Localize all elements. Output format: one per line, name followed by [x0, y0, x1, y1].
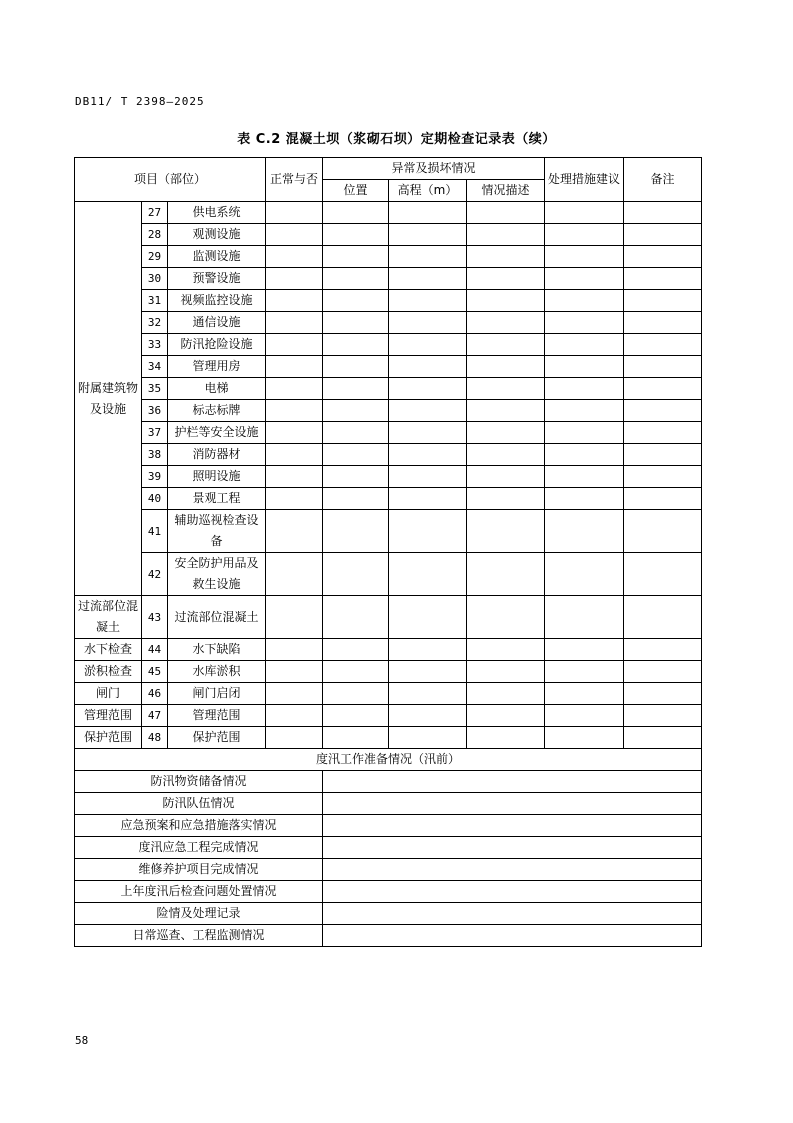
suggestion-cell[interactable] [545, 224, 624, 246]
description-cell[interactable] [467, 422, 545, 444]
remark-cell[interactable] [624, 422, 702, 444]
elevation-cell[interactable] [389, 466, 467, 488]
table-row [75, 683, 702, 705]
suggestion-cell[interactable] [545, 466, 624, 488]
remark-cell[interactable] [624, 683, 702, 705]
description-cell[interactable] [467, 596, 545, 639]
description-cell[interactable] [467, 334, 545, 356]
normal-cell[interactable] [266, 661, 323, 683]
item-number: 48 [142, 727, 168, 749]
prep-item-value[interactable] [323, 903, 702, 925]
prep-row [75, 903, 702, 925]
table-row [75, 488, 702, 510]
prep-title-row [75, 749, 702, 771]
elevation-cell[interactable] [389, 224, 467, 246]
table-row [75, 596, 702, 639]
item-name: 护栏等安全设施 [168, 422, 266, 444]
table-row [75, 334, 702, 356]
position-cell[interactable] [323, 334, 389, 356]
position-cell[interactable] [323, 400, 389, 422]
position-cell[interactable] [323, 510, 389, 553]
item-name: 监测设施 [168, 246, 266, 268]
normal-cell[interactable] [266, 290, 323, 312]
item-number: 43 [142, 596, 168, 639]
elevation-cell[interactable] [389, 553, 467, 596]
item-name: 水库淤积 [168, 661, 266, 683]
remark-cell[interactable] [624, 246, 702, 268]
remark-cell[interactable] [624, 444, 702, 466]
item-number: 37 [142, 422, 168, 444]
item-number: 35 [142, 378, 168, 400]
item-name: 安全防护用品及救生设施 [168, 553, 266, 596]
position-cell[interactable] [323, 727, 389, 749]
remark-cell[interactable] [624, 224, 702, 246]
table-row [75, 202, 702, 224]
item-name: 供电系统 [168, 202, 266, 224]
position-cell[interactable] [323, 444, 389, 466]
suggestion-cell[interactable] [545, 268, 624, 290]
item-name: 照明设施 [168, 466, 266, 488]
description-cell[interactable] [467, 356, 545, 378]
description-cell[interactable] [467, 661, 545, 683]
table-row [75, 444, 702, 466]
prep-row [75, 793, 702, 815]
elevation-cell[interactable] [389, 444, 467, 466]
group-label: 水下检查 [75, 639, 142, 661]
item-number: 30 [142, 268, 168, 290]
elevation-cell[interactable] [389, 661, 467, 683]
prep-item-value[interactable] [323, 771, 702, 793]
normal-cell[interactable] [266, 488, 323, 510]
prep-row [75, 925, 702, 947]
description-cell[interactable] [467, 400, 545, 422]
description-cell[interactable] [467, 224, 545, 246]
description-cell[interactable] [467, 639, 545, 661]
prep-item-label: 日常巡查、工程监测情况 [75, 925, 323, 947]
inspection-record-table [74, 157, 702, 947]
position-cell[interactable] [323, 466, 389, 488]
description-cell[interactable] [467, 268, 545, 290]
remark-cell[interactable] [624, 596, 702, 639]
item-number: 41 [142, 510, 168, 553]
position-cell[interactable] [323, 596, 389, 639]
description-cell[interactable] [467, 705, 545, 727]
elevation-cell[interactable] [389, 246, 467, 268]
table-row [75, 268, 702, 290]
position-cell[interactable] [323, 356, 389, 378]
suggestion-cell[interactable] [545, 444, 624, 466]
remark-cell[interactable] [624, 661, 702, 683]
item-name: 标志标牌 [168, 400, 266, 422]
group-label: 附属建筑物及设施 [75, 202, 142, 596]
description-cell[interactable] [467, 510, 545, 553]
remark-cell[interactable] [624, 202, 702, 224]
normal-cell[interactable] [266, 334, 323, 356]
description-cell[interactable] [467, 683, 545, 705]
item-name: 电梯 [168, 378, 266, 400]
suggestion-cell[interactable] [545, 510, 624, 553]
position-cell[interactable] [323, 246, 389, 268]
table-row [75, 639, 702, 661]
header-elevation: 高程（m） [389, 180, 467, 202]
item-name: 观测设施 [168, 224, 266, 246]
item-name: 消防器材 [168, 444, 266, 466]
remark-cell[interactable] [624, 378, 702, 400]
prep-item-value[interactable] [323, 837, 702, 859]
item-name: 预警设施 [168, 268, 266, 290]
description-cell[interactable] [467, 378, 545, 400]
item-number: 27 [142, 202, 168, 224]
elevation-cell[interactable] [389, 202, 467, 224]
remark-cell[interactable] [624, 488, 702, 510]
elevation-cell[interactable] [389, 334, 467, 356]
prep-item-label: 维修养护项目完成情况 [75, 859, 323, 881]
position-cell[interactable] [323, 639, 389, 661]
table-row [75, 466, 702, 488]
item-number: 31 [142, 290, 168, 312]
description-cell[interactable] [467, 202, 545, 224]
position-cell[interactable] [323, 378, 389, 400]
normal-cell[interactable] [266, 639, 323, 661]
position-cell[interactable] [323, 488, 389, 510]
description-cell[interactable] [467, 246, 545, 268]
elevation-cell[interactable] [389, 400, 467, 422]
suggestion-cell[interactable] [545, 246, 624, 268]
item-name: 管理用房 [168, 356, 266, 378]
prep-item-label: 度汛应急工程完成情况 [75, 837, 323, 859]
normal-cell[interactable] [266, 268, 323, 290]
header-description: 情况描述 [467, 180, 545, 202]
prep-row [75, 859, 702, 881]
item-number: 47 [142, 705, 168, 727]
description-cell[interactable] [467, 290, 545, 312]
suggestion-cell[interactable] [545, 202, 624, 224]
normal-cell[interactable] [266, 224, 323, 246]
item-number: 36 [142, 400, 168, 422]
prep-row [75, 771, 702, 793]
normal-cell[interactable] [266, 422, 323, 444]
description-cell[interactable] [467, 312, 545, 334]
normal-cell[interactable] [266, 356, 323, 378]
elevation-cell[interactable] [389, 639, 467, 661]
group-label: 闸门 [75, 683, 142, 705]
position-cell[interactable] [323, 312, 389, 334]
table-row [75, 422, 702, 444]
item-name: 水下缺陷 [168, 639, 266, 661]
header-abnormal: 异常及损坏情况 [323, 158, 545, 180]
document-code: DB11/ T 2398—2025 [75, 95, 205, 108]
item-name: 管理范围 [168, 705, 266, 727]
remark-cell[interactable] [624, 510, 702, 553]
position-cell[interactable] [323, 553, 389, 596]
prep-item-label: 险情及处理记录 [75, 903, 323, 925]
item-number: 28 [142, 224, 168, 246]
remark-cell[interactable] [624, 334, 702, 356]
elevation-cell[interactable] [389, 268, 467, 290]
remark-cell[interactable] [624, 312, 702, 334]
normal-cell[interactable] [266, 466, 323, 488]
item-number: 33 [142, 334, 168, 356]
item-name: 保护范围 [168, 727, 266, 749]
header-remark: 备注 [624, 158, 702, 202]
table-row [75, 705, 702, 727]
prep-row [75, 815, 702, 837]
position-cell[interactable] [323, 202, 389, 224]
item-name: 防汛抢险设施 [168, 334, 266, 356]
position-cell[interactable] [323, 290, 389, 312]
table-row [75, 312, 702, 334]
elevation-cell[interactable] [389, 378, 467, 400]
elevation-cell[interactable] [389, 683, 467, 705]
remark-cell[interactable] [624, 705, 702, 727]
suggestion-cell[interactable] [545, 727, 624, 749]
prep-item-value[interactable] [323, 925, 702, 947]
position-cell[interactable] [323, 268, 389, 290]
position-cell[interactable] [323, 661, 389, 683]
position-cell[interactable] [323, 422, 389, 444]
description-cell[interactable] [467, 553, 545, 596]
item-number: 34 [142, 356, 168, 378]
table-row [75, 510, 702, 553]
table-row [75, 246, 702, 268]
suggestion-cell[interactable] [545, 488, 624, 510]
suggestion-cell[interactable] [545, 705, 624, 727]
remark-cell[interactable] [624, 639, 702, 661]
item-number: 45 [142, 661, 168, 683]
remark-cell[interactable] [624, 400, 702, 422]
table-row [75, 553, 702, 596]
description-cell[interactable] [467, 444, 545, 466]
remark-cell[interactable] [624, 553, 702, 596]
prep-row [75, 837, 702, 859]
suggestion-cell[interactable] [545, 312, 624, 334]
prep-row [75, 881, 702, 903]
item-number: 29 [142, 246, 168, 268]
item-number: 39 [142, 466, 168, 488]
position-cell[interactable] [323, 683, 389, 705]
suggestion-cell[interactable] [545, 400, 624, 422]
group-label: 过流部位混凝土 [75, 596, 142, 639]
elevation-cell[interactable] [389, 488, 467, 510]
normal-cell[interactable] [266, 378, 323, 400]
normal-cell[interactable] [266, 246, 323, 268]
suggestion-cell[interactable] [545, 639, 624, 661]
remark-cell[interactable] [624, 466, 702, 488]
remark-cell[interactable] [624, 356, 702, 378]
header-suggestion: 处理措施建议 [545, 158, 624, 202]
item-name: 过流部位混凝土 [168, 596, 266, 639]
table-row [75, 290, 702, 312]
prep-item-value[interactable] [323, 815, 702, 837]
table-title: 表 C.2 混凝土坝（浆砌石坝）定期检查记录表（续） [237, 132, 556, 147]
item-name: 景观工程 [168, 488, 266, 510]
position-cell[interactable] [323, 224, 389, 246]
elevation-cell[interactable] [389, 422, 467, 444]
suggestion-cell[interactable] [545, 378, 624, 400]
elevation-cell[interactable] [389, 705, 467, 727]
elevation-cell[interactable] [389, 596, 467, 639]
suggestion-cell[interactable] [545, 553, 624, 596]
suggestion-cell[interactable] [545, 334, 624, 356]
normal-cell[interactable] [266, 202, 323, 224]
normal-cell[interactable] [266, 400, 323, 422]
prep-item-label: 上年度汛后检查问题处置情况 [75, 881, 323, 903]
normal-cell[interactable] [266, 553, 323, 596]
table-row [75, 727, 702, 749]
remark-cell[interactable] [624, 727, 702, 749]
item-number: 38 [142, 444, 168, 466]
normal-cell[interactable] [266, 510, 323, 553]
remark-cell[interactable] [624, 268, 702, 290]
table-row [75, 400, 702, 422]
item-name: 通信设施 [168, 312, 266, 334]
normal-cell[interactable] [266, 596, 323, 639]
header-normal: 正常与否 [266, 158, 323, 202]
remark-cell[interactable] [624, 290, 702, 312]
item-number: 46 [142, 683, 168, 705]
normal-cell[interactable] [266, 312, 323, 334]
item-name: 辅助巡视检查设备 [168, 510, 266, 553]
description-cell[interactable] [467, 727, 545, 749]
group-label: 保护范围 [75, 727, 142, 749]
item-number: 44 [142, 639, 168, 661]
prep-item-label: 应急预案和应急措施落实情况 [75, 815, 323, 837]
prep-item-label: 防汛队伍情况 [75, 793, 323, 815]
suggestion-cell[interactable] [545, 356, 624, 378]
suggestion-cell[interactable] [545, 596, 624, 639]
table-row [75, 356, 702, 378]
item-number: 40 [142, 488, 168, 510]
table-row [75, 224, 702, 246]
suggestion-cell[interactable] [545, 290, 624, 312]
table-row [75, 661, 702, 683]
prep-item-value[interactable] [323, 793, 702, 815]
normal-cell[interactable] [266, 705, 323, 727]
table-body [75, 202, 702, 947]
prep-item-value[interactable] [323, 859, 702, 881]
suggestion-cell[interactable] [545, 683, 624, 705]
group-label: 淤积检查 [75, 661, 142, 683]
position-cell[interactable] [323, 705, 389, 727]
header-item: 项目（部位） [75, 158, 266, 202]
elevation-cell[interactable] [389, 312, 467, 334]
prep-section-title: 度汛工作准备情况（汛前） [75, 749, 702, 771]
header-position: 位置 [323, 180, 389, 202]
item-number: 42 [142, 553, 168, 596]
page-number: 58 [75, 1034, 89, 1047]
normal-cell[interactable] [266, 727, 323, 749]
prep-item-label: 防汛物资储备情况 [75, 771, 323, 793]
item-name: 闸门启闭 [168, 683, 266, 705]
description-cell[interactable] [467, 488, 545, 510]
table-row [75, 378, 702, 400]
item-number: 32 [142, 312, 168, 334]
suggestion-cell[interactable] [545, 422, 624, 444]
suggestion-cell[interactable] [545, 661, 624, 683]
prep-item-value[interactable] [323, 881, 702, 903]
description-cell[interactable] [467, 466, 545, 488]
elevation-cell[interactable] [389, 727, 467, 749]
group-label: 管理范围 [75, 705, 142, 727]
elevation-cell[interactable] [389, 510, 467, 553]
normal-cell[interactable] [266, 683, 323, 705]
normal-cell[interactable] [266, 444, 323, 466]
item-name: 视频监控设施 [168, 290, 266, 312]
elevation-cell[interactable] [389, 356, 467, 378]
elevation-cell[interactable] [389, 290, 467, 312]
